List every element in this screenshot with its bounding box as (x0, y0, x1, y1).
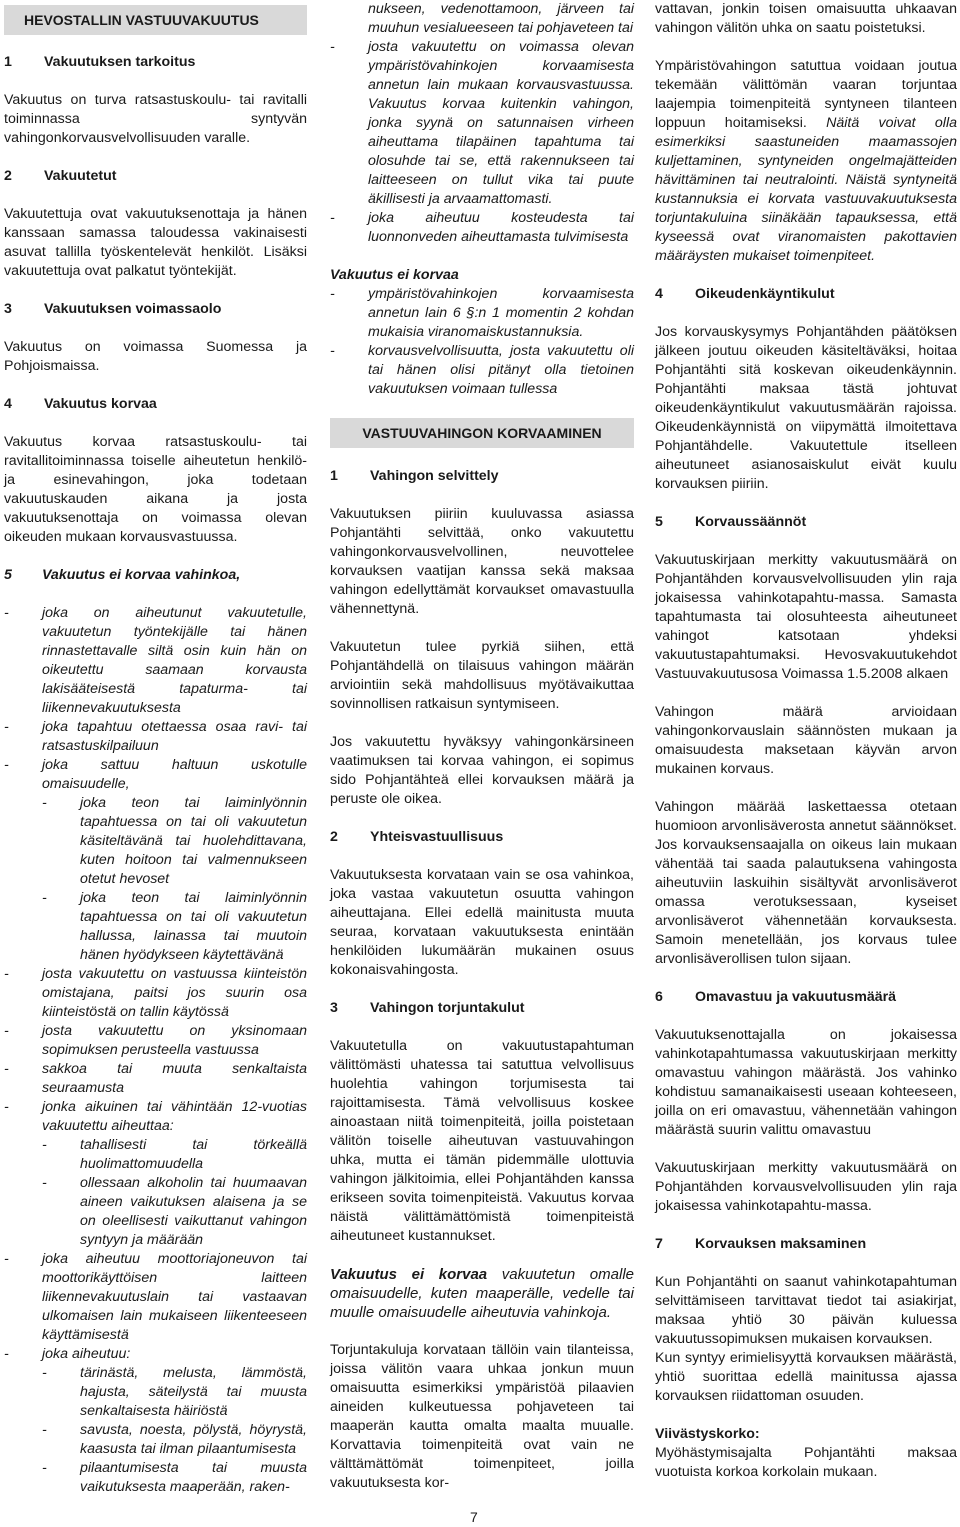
sub-list-item: - joka teon tai laiminlyönnin tapahtuessa on tai oli vakuutetun käsiteltävänä tai huolehdittavana, kuten hoitoon tai valmennukseen otetut hevoset (42, 795, 307, 887)
paragraph: Vakuutetun tulee pyrkiä siihen, että Pohjantähdellä on tilaisuus vahingon määrän arviointiin sekä mahdollisuus myötävaikuttaa sovinnollisen ratkaisun syntymiseen. (330, 639, 634, 712)
sub-list-item: - joka teon tai laiminlyönnin tapahtuessa on tai oli vakuutetun hallussa, lainassa tai muutoin hänen hyödykseen käytettävänä (42, 890, 307, 963)
list-item: - josta vakuutettu on voimassa olevan ympäristövahinkojen korvaamisesta annetun lain mukaan korvausvastuussa. Vakuutus korvaa kuitenkin vahingon, jonka syynä on satunnaisen virheen aiheuttama tilapäinen tapahtuma tai olosuhde tai se, että rakennukseen tai laitteeseen on tullut vika tai puute äkillisesti ja arvaamattomasti. (330, 39, 634, 207)
list-item: - ympäristövahinkojen korvaamisesta annetun lain 6 §:n 1 momentin 2 kohdan mukaisia viranomaiskustannuksia. (330, 286, 634, 340)
heading-2: 2 Vakuutetut (4, 168, 117, 184)
paragraph: Vakuutetulla on vakuutustapahtuman välittömästi uhatessa tai satuttua velvollisuus huolehtia vahingon torjumisesta tai rajoittamisesta. Tämä velvollisuus koskee ainoastaan niitä toimenpiteitä, joilla poistetaan välitön toiselle aiheutuvan vastuuvahingon uhka, mutta ei tämän pidemmälle ulottuvia vahingon jälkitoimia, ellei Pohjantähden kanssa erikseen sovita toimenpiteistä. Vakuutus korvaa näistä välittämättömistä toimenpiteistä aiheutuneet kustannukset. (330, 1038, 634, 1244)
sub-list-item: - pilaantumisesta tai muusta vaikutuksesta maaperään, raken- (42, 1460, 307, 1495)
column-2 (330, 0, 634, 1493)
continued-text: nukseen, vedenottamoon, järveen tai muuhun vesialueeseen tai pohjaveteen tai (368, 1, 634, 36)
heading-3: 3 Vakuutuksen voimassaolo (4, 301, 222, 317)
list-item: - jonka aikuinen tai vähintään 12-vuotias vakuutettu aiheuttaa: (4, 1099, 307, 1134)
heading-6: 6 Omavastuu ja vakuutusmäärä (655, 989, 897, 1005)
list-item: - joka on aiheutunut vakuutetulle, vakuutetun työntekijälle tai hänen rinnastettavalle siltä osin kuin hän on oikeutettu saamaan korvausta lakisääteisestä tapaturma- tai liikennevakuutuksesta (4, 605, 307, 716)
list-item: - joka sattuu haltuun uskotulle omaisuudelle, (4, 757, 307, 792)
paragraph: Vakuutuksenottajalla on jokaisessa vahinkotapahtumassa vakuutuskirjaan merkitty omavastuu vahingon määrästä. Jos vahinko kohdistuu samanaikaisesti useaan kohteeseen, joilla on eri omavastuu, vähennetään vahingon määrästä suurin valittu omavastuu (655, 1027, 957, 1138)
heading-5: 5 Vakuutus ei korvaa vahinkoa, (4, 567, 241, 583)
heading-5: 5 Korvaussäännöt (655, 514, 807, 530)
heading-4: 4 Oikeudenkäyntikulut (655, 286, 835, 302)
list-item: - joka aiheutuu kosteudesta tai luonnonveden aiheuttamasta tulvimisesta (330, 210, 634, 245)
paragraph-tarkoitus: Vakuutus on turva ratsastuskoulu- tai ravitalli toiminnassa syntyvän vahingonkorvausvelvollisuuden varalle. (4, 92, 307, 146)
heading-3: 3 Vahingon torjuntakulut (330, 1000, 525, 1016)
column-3 (655, 0, 957, 1482)
paragraph: Jos korvauskysymys Pohjantähden päätöksen jälkeen joutuu oikeuden käsiteltäväksi, hoitaa Pohjantähti sitä koskevan oikeudenkäynnin. Pohjantähti maksaa tästä johtuvat oikeudenkäyntikulut vakuutusmäärän rajoissa. Oikeudenkäynnistä on viipymättä ilmoitettava Pohjantähdelle. Vakuutettule itselleen aiheutuneet asianosaiskulut eivät kuulu korvauksen piiriin. (655, 324, 957, 492)
sub-list-item: - ollessaan alkoholin tai huumaavan aineen vaikutuksen alaisena ja se on oleellisesti vaikuttanut vahingon syntyyn ja määrään (42, 1175, 307, 1248)
continued-text: vattavan, jonkin toisen omaisuutta uhkaavan vahingon välitön uhka on saatu poistetuksi. (655, 1, 957, 36)
heading-1: 1 Vahingon selvittely (330, 468, 499, 484)
paragraph: Vakuutuksesta korvataan vain se osa vahinkoa, joka vastaa vakuutetun osuutta vahingon aiheuttajana. Ellei edellä mainitusta muuta seuraa, korvataan vakuutuksesta enintään henkilöiden lukumäärän mukainen osuus kokonaisvahingosta. (330, 867, 634, 978)
list-item: - sakkoa tai muuta senkaltaista seuraamusta (4, 1061, 307, 1096)
subheading-ei-korvaa: Vakuutus ei korvaa (330, 267, 459, 283)
heading-2: 2 Yhteisvastuullisuus (330, 829, 504, 845)
paragraph-korvaa: Vakuutus korvaa ratsastuskoulu- tai ravitallitoiminnassa toiselle aiheutetun henkilö- ja esinevahingon, joka todetaan vakuutuskauden aikana ja josta vakuutuksenottaja on voimassa olevan oikeuden mukaan korvausvastuussa. (4, 434, 307, 545)
paragraph-vakuutetut: Vakuutettuja ovat vakuutuksenottaja ja hänen kanssaan samassa taloudessa vakinaisesti asuvat tallilla työskentelevät henkilöt. Lisäksi vakuutettuja ovat palkatut työntekijät. (4, 206, 307, 279)
paragraph: Vakuutuskirjaan merkitty vakuutusmäärä on Pohjantähden korvausvelvollisuuden ylin raja jokaisessa vahinkotapahtu-massa. (655, 1160, 957, 1214)
section-header-vastuuvahingon: VASTUUVAHINGON KORVAAMINEN (330, 418, 634, 448)
section-header-hevostallin: HEVOSTALLIN VASTUUVAKUUTUS (4, 5, 307, 35)
paragraph: Kun syntyy erimielisyyttä korvauksen määrästä, yhtiö suorittaa edellä mainitussa ajassa korvauksen riidattoman osuuden. (655, 1350, 957, 1404)
heading-1: 1 Vakuutuksen tarkoitus (4, 54, 196, 70)
list-item: - josta vakuutettu on vastuussa kiinteistön omistajana, paitsi jos suurin osa kiinteistöstä on tallin käytössä (4, 966, 307, 1020)
paragraph: Vahingon määrä arvioidaan vahingonkorvauslain säännösten mukaan ja omaisuudesta maksetaan käyvän arvon mukainen korvaus. (655, 704, 957, 777)
paragraph: Kun Pohjantähti on saanut vahinkotapahtuman selvittämiseen tarvittavat tiedot tai asiakirjat, maksaa yhtiö 30 päivän kuluessa vakuutussopimuksen mukaisen korvauksen. (655, 1274, 957, 1347)
list-item: - josta vakuutettu on yksinomaan sopimuksen perusteella vastuussa (4, 1023, 307, 1058)
paragraph: Vahingon määrää laskettaessa otetaan huomioon arvonlisäverosta annetut säännökset. Jos korvauksensaajalla on oikeus lain mukaan vähentää tai saada palautuksena vahingosta aiheutuviin laskuihin sisältyvät arvonlisäverot omassa verotuksessaan, kyseiset arvonlisäverot vähennetään korvauksesta. Samoin menetellään, jos korvaus tulee arvonlisäverollisen tulon sijaan. (655, 799, 957, 967)
sub-list-item: - tahallisesti tai törkeällä huolimattomuudella (42, 1137, 307, 1172)
exclusion-list (4, 604, 307, 1497)
paragraph: Torjuntakuluja korvataan tällöin vain tilanteissa, joissa välitön vaara uhkaa jonkun muun omaisuutta esimerkiksi ympäristöä pilaavien aineiden kulkeutuessa pohjaveteen tai maaperän kautta omalta maalta muualle. Korvattavia toimenpiteitä ovat vain ne välttämättömät toimenpiteet, joilla vakuutuksesta kor- (330, 1342, 634, 1491)
list-item: - joka tapahtuu otettaessa osaa ravi- tai ratsastuskilpailuun (4, 719, 307, 754)
sub-list-item: - tärinästä, melusta, lämmöstä, hajusta, säteilystä tai muusta senkaltaisesta häiriöstä (42, 1365, 307, 1419)
column-1 (4, 0, 307, 1497)
sub-list-item: - savusta, noesta, pölystä, höyrystä, kaasusta tai ilman pilaantumisesta (42, 1422, 307, 1457)
delay-interest-title: Viivästyskorko: (655, 1426, 760, 1442)
page-number: 7 (470, 1509, 478, 1525)
list-item: - joka aiheutuu moottoriajoneuvon tai moottorikäyttöisen laitteen liikennevakuutuslain tai vastaavan ulkomaisen lain mukaiseen liikenteeseen käyttämisestä (4, 1251, 307, 1343)
paragraph-voimassaolo: Vakuutus on voimassa Suomessa ja Pohjoismaissa. (4, 339, 307, 374)
heading-7: 7 Korvauksen maksaminen (655, 1236, 867, 1252)
paragraph: Vakuutuksen piiriin kuuluvassa asiassa Pohjantähti selvittää, onko vakuutettu vahingonkorvausvelvollinen, neuvottelee korvauksen vaatijan kanssa sekä maksaa vahingon edellyttämät korvaukset omavastuulla vähennettynä. (330, 506, 634, 617)
paragraph: Jos vakuutettu hyväksyy vahingonkärsineen vaatimuksen tai korvaa vahingon, ei sopimus sido Pohjantähteä ellei korvauksen määrä ja peruste ole oikea. (330, 734, 634, 807)
list-item: - korvausvelvollisuutta, josta vakuutettu oli tai hänen olisi pitänyt olla tietoinen vakuutuksen voimaan tullessa (330, 343, 634, 397)
list-item: - joka aiheutuu: (4, 1346, 131, 1362)
paragraph: Vakuutuskirjaan merkitty vakuutusmäärä on Pohjantähden korvausvelvollisuuden ylin raja jokaisessa vahinkotapahtu-massa. Samasta tapahtumasta tai olosuhteesta aiheutuneet vahingot katsotaan yhdeksi vakuutustapahtumaksi. Hevosvakuutukehdot Vastuuvakuutusosa Voimassa 1.5.2008 alkaen (655, 552, 957, 682)
paragraph: Ympäristövahingon satuttua voidaan joutua tekemään välittömän vaaran torjuntaa laajempia toimenpiteitä syntyneen tilanteen loppuun hoitamiseksi. Näitä voivat olla esimerkiksi saastuneiden maamassojen kuljettaminen, syntyneiden ongelmajätteiden hävittäminen tai neutralointi. Näistä syntyneitä kustannuksia ei korvata vastuuvakuutuksesta torjuntakuluina siinäkään tapauksessa, että kyseessä ovat viranomaisten pakottavien määräysten mukaiset toimenpiteet. (655, 58, 958, 264)
delay-interest-text: Myöhästymisajalta Pohjantähti maksaa vuotuista korkoa korkolain mukaan. (655, 1445, 957, 1480)
heading-4: 4 Vakuutus korvaa (4, 396, 157, 412)
paragraph-emphasis: Vakuutus ei korvaa vakuutetun omalle omaisuudelle, kuten maaperälle, vedelle tai muulle omaisuudelle aiheutuvia vahinkoja. (330, 1266, 634, 1321)
